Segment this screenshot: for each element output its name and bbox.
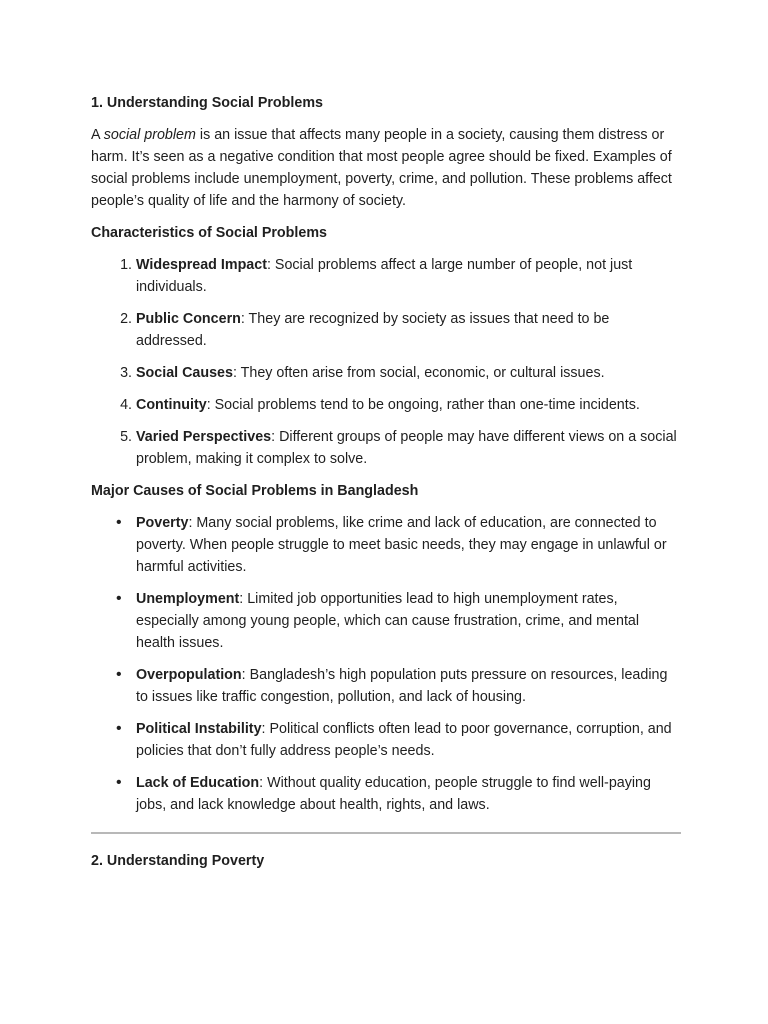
item-text: : Social problems affect a large number of people, not just individuals. (136, 257, 633, 295)
list-item (136, 426, 681, 470)
item-term: Lack of Education (136, 775, 260, 791)
section-divider (91, 832, 681, 834)
item-term: Varied Perspectives (136, 429, 272, 445)
item-term: Political Instability (136, 721, 262, 737)
item-term: Poverty (136, 515, 189, 531)
item-text: : Many social problems, like crime and lack of education, are connected to poverty. When people struggle to meet basic needs, they may engage in unlawful or harmful activities. (136, 515, 667, 575)
list-item (136, 772, 681, 816)
intro-paragraph (91, 124, 681, 212)
item-text: : Without quality education, people struggle to find well-paying jobs, and lack knowledge about health, rights, and laws. (136, 775, 651, 813)
list-item (136, 512, 681, 578)
characteristics-heading: Characteristics of Social Problems (91, 225, 327, 241)
list-item (136, 362, 681, 384)
list-item (136, 718, 681, 762)
list-item (136, 664, 681, 708)
item-text: : Social problems tend to be ongoing, rather than one-time incidents. (206, 397, 640, 413)
section-1-heading: 1. Understanding Social Problems (91, 95, 323, 111)
item-text: : They are recognized by society as issues that need to be addressed. (136, 311, 610, 349)
item-term: Overpopulation (136, 667, 242, 683)
item-text: : Political conflicts often lead to poor governance, corruption, and policies that don’t fully address people’s needs. (136, 721, 672, 759)
document-page (91, 92, 681, 882)
causes-heading: Major Causes of Social Problems in Bangladesh (91, 483, 419, 499)
intro-pre: A (91, 127, 104, 143)
item-term: Public Concern (136, 311, 241, 327)
causes-list (91, 512, 681, 816)
item-term: Continuity (136, 397, 207, 413)
section-2-heading: 2. Understanding Poverty (91, 853, 265, 869)
item-text: : Bangladesh’s high population puts pressure on resources, leading to issues like traffic congestion, pollution, and lack of housing. (136, 667, 668, 705)
item-text: : Limited job opportunities lead to high unemployment rates, especially among young people, which can cause frustration, crime, and mental health issues. (136, 591, 640, 651)
intro-post: is an issue that affects many people in a society, causing them distress or harm. It’s seen as a negative condition that most people agree should be fixed. Examples of social problems include unemployment, poverty, crime, and pollution. These problems affect people’s quality of life and the harmony of society. (91, 127, 672, 209)
item-term: Unemployment (136, 591, 240, 607)
characteristics-list (91, 254, 681, 470)
intro-term: social problem (103, 127, 196, 143)
list-item (136, 394, 681, 416)
list-item (136, 308, 681, 352)
list-item (136, 254, 681, 298)
item-term: Widespread Impact (136, 257, 267, 273)
item-term: Social Causes (136, 365, 233, 381)
list-item (136, 588, 681, 654)
item-text: : Different groups of people may have different views on a social problem, making it complex to solve. (136, 429, 677, 467)
item-text: : They often arise from social, economic, or cultural issues. (232, 365, 605, 381)
